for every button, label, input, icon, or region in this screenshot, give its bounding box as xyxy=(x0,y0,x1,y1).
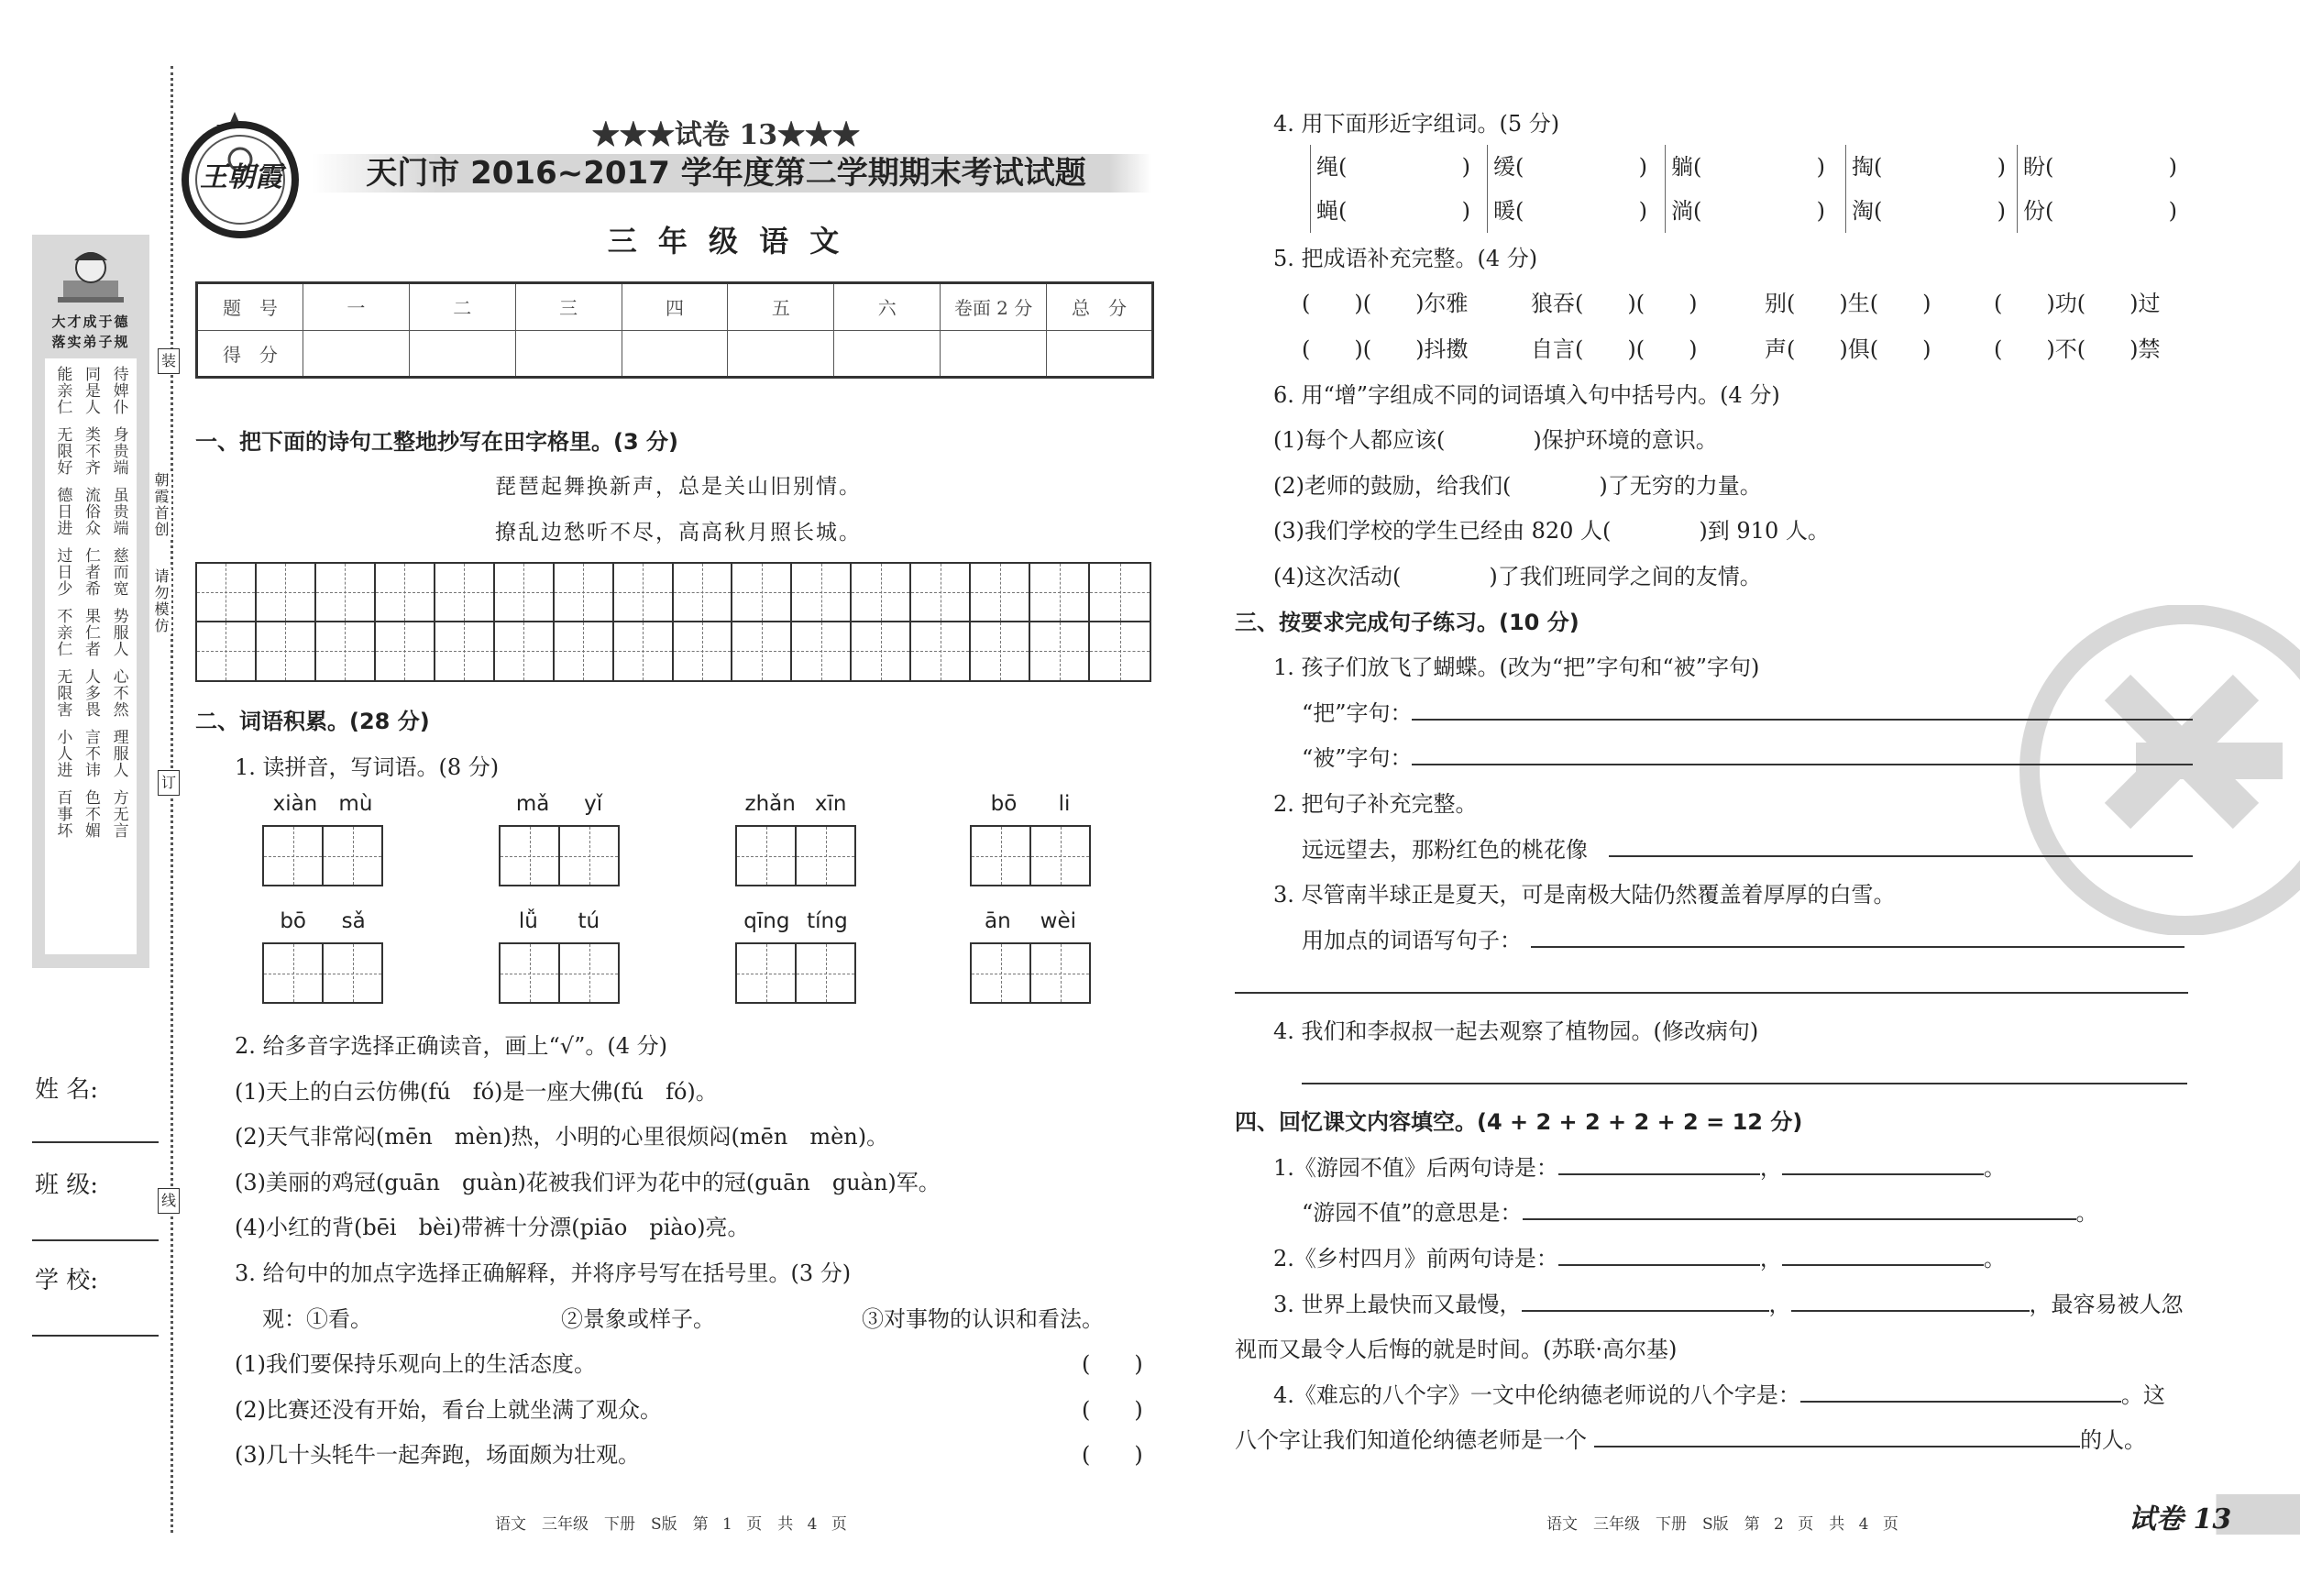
q3-item: (1)我们要保持乐观向上的生活态度。 xyxy=(235,1351,596,1377)
s4-item-text: 的人。 xyxy=(2080,1427,2146,1453)
verse: 果仁者 xyxy=(81,608,100,657)
pinyin-item xyxy=(970,909,1091,1004)
grid-cell[interactable] xyxy=(1030,564,1090,622)
score-cell[interactable] xyxy=(622,330,728,378)
pinyin-syllable: bō xyxy=(280,909,306,933)
char-pair[interactable] xyxy=(1310,145,1470,233)
verse: 不亲仁 xyxy=(53,608,72,657)
s3-q4: 4. 我们和李叔叔一起去观察了植物园。(修改病句) xyxy=(1273,1018,1759,1044)
school-label: 学 校: xyxy=(35,1267,99,1294)
score-header-cell: 一 xyxy=(303,283,409,331)
s3-q2: 2. 把句子补充完整。 xyxy=(1273,791,1478,817)
char: 缓( xyxy=(1493,154,1524,180)
s4-item-4-cont xyxy=(1235,1422,2146,1454)
pinyin-syllable: tíng xyxy=(807,909,848,933)
grid-cell[interactable] xyxy=(197,622,257,681)
binding-mark-zhuang: 装 xyxy=(158,348,180,374)
s4-item-3 xyxy=(1273,1286,2184,1318)
subject-title: 三 年 级 语 文 xyxy=(607,224,845,259)
pinyin-syllable: wèi xyxy=(1040,909,1076,933)
dizigui-verses xyxy=(45,358,137,954)
answer-blank[interactable] xyxy=(1523,1200,2076,1220)
verse: 流俗众 xyxy=(81,487,100,536)
s4-item-1b xyxy=(1302,1194,2098,1227)
s4-item-2 xyxy=(1273,1240,2006,1272)
q2-prompt: 2. 给多音字选择正确读音，画上“√”。(4 分) xyxy=(235,1033,667,1059)
score-table-header-row xyxy=(197,283,1153,331)
q2-item[interactable]: (4)小红的背(bēi bèi)带裤十分漂(piāo piào)亮。 xyxy=(235,1215,750,1240)
char: 绳( xyxy=(1316,154,1348,180)
punct: 。这 xyxy=(2120,1382,2165,1408)
verse: 方无言 xyxy=(109,789,128,839)
grid-cell[interactable] xyxy=(1090,622,1150,681)
binding-mark-xian: 线 xyxy=(158,1188,180,1214)
s3-q1: 1. 孩子们放飞了蝴蝶。(改为“把”字句和“被”字句) xyxy=(1273,655,1760,680)
grid-cell[interactable] xyxy=(257,622,316,681)
pinyin-item xyxy=(499,792,620,886)
grid-cell[interactable] xyxy=(792,622,852,681)
s4-item-text: 1.《游园不值》后两句诗是： xyxy=(1273,1155,1558,1181)
grid-cell[interactable] xyxy=(792,564,852,622)
score-table xyxy=(195,281,1154,379)
grid-cell[interactable] xyxy=(732,564,792,622)
tianzige-writing-grid[interactable] xyxy=(195,562,1151,682)
logo-text: 王朝霞 xyxy=(200,161,282,193)
pinyin-syllable: ān xyxy=(984,909,1011,933)
q1-prompt: 1. 读拼音，写词语。(8 分) xyxy=(235,754,500,780)
pinyin-syllable: lǚ xyxy=(518,909,538,933)
answer-blank[interactable] xyxy=(1800,1382,2121,1403)
pinyin-syllable: li xyxy=(1058,792,1071,816)
grid-cell[interactable] xyxy=(495,622,555,681)
punct: ， xyxy=(1759,1155,1782,1181)
answer-blank[interactable] xyxy=(1522,1292,1769,1312)
verse: 待婢仆 xyxy=(109,366,128,415)
section-2-heading: 二、词语积累。(28 分) xyxy=(195,709,430,734)
grid-cell[interactable] xyxy=(614,564,674,622)
sentence-field[interactable] xyxy=(1531,946,2184,948)
paren-close: ) xyxy=(1997,154,2006,180)
verse: 慈而宽 xyxy=(109,547,128,597)
char: 掏( xyxy=(1852,154,1883,180)
answer-blank[interactable] xyxy=(1782,1246,1984,1266)
grid-cell[interactable] xyxy=(555,564,614,622)
char-pair[interactable] xyxy=(1487,145,1647,233)
binding-line xyxy=(171,66,173,1533)
idiom[interactable]: ( )功( )过 xyxy=(1994,291,2161,316)
verse: 德日进 xyxy=(53,487,72,536)
q3-prompt: 3. 给句中的加点字选择正确解释，并将序号写在括号里。(3 分) xyxy=(235,1260,852,1286)
verse: 无限害 xyxy=(53,668,72,718)
char: 暖( xyxy=(1493,198,1524,224)
sentence-field-2[interactable] xyxy=(1235,992,2188,994)
pinyin-syllable: sǎ xyxy=(341,909,366,933)
pinyin-syllable: mǎ xyxy=(515,792,550,816)
sidebar-slogan-1: 大才成于德 xyxy=(51,314,130,330)
pinyin-syllable: zhǎn xyxy=(744,792,796,816)
grid-cell[interactable] xyxy=(197,564,257,622)
grid-cell[interactable] xyxy=(614,622,674,681)
grid-cell[interactable] xyxy=(435,622,495,681)
paren-close: ) xyxy=(2168,198,2177,224)
complete-sentence-field[interactable] xyxy=(1609,855,2193,857)
paren-close: ) xyxy=(1461,154,1470,180)
verse: 势服人 xyxy=(109,608,128,657)
s3-q2-text: 远远望去，那粉红色的桃花像 xyxy=(1302,837,1588,863)
punct: 。 xyxy=(2075,1200,2098,1226)
bei-sentence-field[interactable] xyxy=(1412,764,2193,765)
grid-cell[interactable] xyxy=(376,564,435,622)
verse: 无限好 xyxy=(53,426,72,476)
name-label: 姓 名: xyxy=(35,1076,99,1104)
char: 淘( xyxy=(1852,198,1883,224)
pinyin-item xyxy=(970,792,1091,886)
q3-option-1: 观：①看。 xyxy=(262,1306,372,1332)
verse: 言不讳 xyxy=(81,729,100,778)
pinyin-syllable: mù xyxy=(338,792,373,816)
grid-cell[interactable] xyxy=(316,564,376,622)
score-header-cell: 总 分 xyxy=(1047,283,1153,331)
grid-cell[interactable] xyxy=(257,564,316,622)
pinyin-item xyxy=(499,909,620,1004)
idiom[interactable]: 别( )生( ) xyxy=(1765,291,1931,316)
answer-boxes[interactable] xyxy=(499,942,620,1004)
grid-cell[interactable] xyxy=(376,622,435,681)
q3-answer-paren[interactable]: ( ) xyxy=(1082,1397,1143,1423)
pinyin-syllable: bō xyxy=(990,792,1018,816)
q6-item[interactable]: (3)我们学校的学生已经由 820 人( )到 910 人。 xyxy=(1273,518,1830,544)
q3-answer-paren[interactable]: ( ) xyxy=(1082,1351,1143,1377)
q2-item[interactable]: (1)天上的白云仿佛(fú fó)是一座大佛(fú fó)。 xyxy=(235,1079,718,1105)
answer-blank[interactable] xyxy=(1791,1292,2030,1312)
grid-cell[interactable] xyxy=(971,622,1030,681)
answer-blank[interactable] xyxy=(1594,1427,2080,1447)
punct: ， xyxy=(1768,1292,1791,1317)
paren-close: ) xyxy=(1461,198,1470,224)
char-pair[interactable] xyxy=(1845,145,2006,233)
answer-boxes[interactable] xyxy=(735,942,856,1004)
score-header-cell: 二 xyxy=(409,283,515,331)
score-cell[interactable] xyxy=(834,330,941,378)
sidebar-slogan-2: 落实弟子规 xyxy=(51,334,130,350)
s4-item-text: 八个字让我们知道伦纳德老师是一个 xyxy=(1235,1427,1587,1453)
score-header-cell: 六 xyxy=(834,283,941,331)
q3-item: (2)比赛还没有开始，看台上就坐满了观众。 xyxy=(235,1397,662,1423)
ba-sentence-field[interactable] xyxy=(1412,719,2193,721)
q2-item[interactable]: (3)美丽的鸡冠(guān guàn)花被我们评为花中的冠(guān guàn)军。 xyxy=(235,1170,941,1195)
s4-item-text: “游园不值”的意思是： xyxy=(1302,1200,1523,1226)
q2-item[interactable]: (2)天气非常闷(mēn mèn)热，小明的心里很烦闷(mēn mèn)。 xyxy=(235,1124,889,1150)
pinyin-syllable: xīn xyxy=(814,792,847,816)
verse: 类不齐 xyxy=(81,426,100,476)
s4-item-text: 2.《乡村四月》前两句诗是： xyxy=(1273,1246,1558,1271)
copyright-notice-1: 朝霞首创 xyxy=(152,472,170,538)
s3-q3: 3. 尽管南半球正是夏天，可是南极大陆仍然覆盖着厚厚的白雪。 xyxy=(1273,882,1896,908)
verse: 色不媚 xyxy=(81,789,100,839)
answer-blank[interactable] xyxy=(1782,1155,1984,1175)
answer-blank[interactable] xyxy=(1558,1155,1760,1175)
confidential-watermark xyxy=(2017,605,2300,935)
score-cell[interactable] xyxy=(728,330,834,378)
grid-cell[interactable] xyxy=(1030,622,1090,681)
verse: 仁者希 xyxy=(81,547,100,597)
page-2-footer: 语文 三年级 下册 S版 第 2 页 共 4 页 xyxy=(1546,1515,1898,1534)
char: 蝇( xyxy=(1316,198,1348,224)
score-row-label: 得 分 xyxy=(197,330,303,378)
q5-prompt: 5. 把成语补充完整。(4 分) xyxy=(1273,246,1538,271)
paren-close: ) xyxy=(1816,154,1825,180)
score-header-cell: 四 xyxy=(622,283,728,331)
correction-field[interactable] xyxy=(1302,1083,2187,1084)
grid-cell[interactable] xyxy=(971,564,1030,622)
answer-boxes[interactable] xyxy=(735,825,856,886)
s4-item-text: 4.《难忘的八个字》一文中伦纳德老师说的八个字是： xyxy=(1273,1382,1800,1408)
copyright-notice-2: 请勿模仿 xyxy=(152,568,170,634)
punct: ， xyxy=(1759,1246,1782,1271)
pinyin-syllable: tú xyxy=(578,909,600,933)
answer-boxes[interactable] xyxy=(262,942,383,1004)
student-illustration-icon xyxy=(32,240,149,312)
grid-cell[interactable] xyxy=(674,564,733,622)
poem-line-1: 琵琶起舞换新声，总是关山旧别情。 xyxy=(495,475,862,499)
pinyin-item xyxy=(735,792,856,886)
verse: 心不然 xyxy=(109,668,128,718)
answer-blank[interactable] xyxy=(1558,1246,1760,1266)
grid-cell[interactable] xyxy=(852,564,911,622)
idiom[interactable]: ( )( )尔雅 xyxy=(1302,291,1469,316)
s3-q3-prompt: 用加点的词语写句子： xyxy=(1302,928,1522,953)
name-field[interactable] xyxy=(32,1141,159,1143)
q6-item[interactable]: (1)每个人都应该( )保护环境的意识。 xyxy=(1273,427,1718,453)
q4-prompt: 4. 用下面形近字组词。(5 分) xyxy=(1273,111,1560,137)
grid-cell[interactable] xyxy=(555,622,614,681)
q6-prompt: 6. 用“增”字组成不同的词语填入句中括号内。(4 分) xyxy=(1273,382,1780,408)
idiom[interactable]: ( )( )抖擞 xyxy=(1302,336,1469,362)
idiom[interactable]: 狼吞( )( ) xyxy=(1531,291,1698,316)
ba-sentence-label: “把”字句： xyxy=(1302,700,1413,726)
binding-mark-ding: 订 xyxy=(158,770,180,796)
paren-close: ) xyxy=(2168,154,2177,180)
verse: 同是人 xyxy=(81,366,100,415)
verse: 虽贵端 xyxy=(109,487,128,536)
paren-close: ) xyxy=(1997,198,2006,224)
section-1-heading: 一、把下面的诗句工整地抄写在田字格里。(3 分) xyxy=(195,429,678,455)
pinyin-item xyxy=(735,909,856,1004)
school-field[interactable] xyxy=(32,1335,159,1337)
grid-cell[interactable] xyxy=(495,564,555,622)
pinyin-syllable: xiàn xyxy=(272,792,318,816)
q3-item: (3)几十头牦牛一起奔跑，场面颇为壮观。 xyxy=(235,1442,640,1468)
grid-cell[interactable] xyxy=(911,564,971,622)
grid-cell[interactable] xyxy=(316,622,376,681)
class-field[interactable] xyxy=(32,1239,159,1241)
score-header-cell: 卷面 2 分 xyxy=(941,283,1047,331)
grid-cell[interactable] xyxy=(911,622,971,681)
s4-item-text: 3. 世界上最快而又最慢， xyxy=(1273,1292,1522,1317)
verse: 人多畏 xyxy=(81,668,100,718)
char-pair[interactable] xyxy=(1665,145,1825,233)
char: 盼( xyxy=(2023,154,2054,180)
score-header-cell: 三 xyxy=(515,283,622,331)
verse: 过日少 xyxy=(53,547,72,597)
paren-close: ) xyxy=(1638,154,1647,180)
s4-item-3-cont: 视而又最令人后悔的就是时间。(苏联·高尔基) xyxy=(1235,1337,1678,1362)
s4-item-4 xyxy=(1273,1377,2165,1409)
char: 躺( xyxy=(1671,154,1702,180)
answer-boxes[interactable] xyxy=(262,825,383,886)
pinyin-syllable: qīng xyxy=(743,909,790,933)
punct: 。 xyxy=(1983,1246,2006,1271)
score-cell[interactable] xyxy=(941,330,1047,378)
score-table-score-row xyxy=(197,330,1153,378)
poem-line-2: 撩乱边愁听不尽，高高秋月照长城。 xyxy=(495,521,862,545)
paren-close: ) xyxy=(1638,198,1647,224)
verse: 理服人 xyxy=(109,729,128,778)
idiom[interactable]: 自言( )( ) xyxy=(1531,336,1698,362)
grid-cell[interactable] xyxy=(852,622,911,681)
paren-close: ) xyxy=(1816,198,1825,224)
section-3-heading: 三、按要求完成句子练习。(10 分) xyxy=(1235,610,1579,635)
grid-cell[interactable] xyxy=(732,622,792,681)
score-cell[interactable] xyxy=(303,330,409,378)
score-header-cell: 五 xyxy=(728,283,834,331)
q3-option-2: ②景象或样子。 xyxy=(561,1306,715,1332)
exam-title: 天门市 2016~2017 学年度第二学期期末考试试题 xyxy=(366,155,1086,192)
score-header-cell: 题 号 xyxy=(197,283,303,331)
q6-item[interactable]: (2)老师的鼓励，给我们( )了无穷的力量。 xyxy=(1273,473,1762,499)
char: 份( xyxy=(2023,198,2054,224)
q3-option-3: ③对事物的认识和看法。 xyxy=(862,1306,1104,1332)
score-cell[interactable] xyxy=(1047,330,1153,378)
q6-item[interactable]: (4)这次活动( )了我们班同学之间的友情。 xyxy=(1273,564,1762,589)
s4-item-text: ，最容易被人忽 xyxy=(2029,1292,2184,1317)
page-1-footer: 语文 三年级 下册 S版 第 1 页 共 4 页 xyxy=(495,1515,847,1534)
grid-cell[interactable] xyxy=(1090,564,1150,622)
answer-boxes[interactable] xyxy=(499,825,620,886)
q3-answer-paren[interactable]: ( ) xyxy=(1082,1442,1143,1468)
section-4-heading: 四、回忆课文内容填空。(4 + 2 + 2 + 2 + 2 = 12 分) xyxy=(1235,1109,1803,1135)
answer-boxes[interactable] xyxy=(970,825,1091,886)
idiom[interactable]: 声( )俱( ) xyxy=(1765,336,1931,362)
answer-boxes[interactable] xyxy=(970,942,1091,1004)
verse: 身贵端 xyxy=(109,426,128,476)
pinyin-item xyxy=(262,909,383,1004)
sidebar-panel xyxy=(32,235,149,968)
idiom[interactable]: ( )不( )禁 xyxy=(1994,336,2161,362)
class-label: 班 级: xyxy=(35,1172,99,1199)
verse: 能亲仁 xyxy=(53,366,72,415)
score-cell[interactable] xyxy=(409,330,515,378)
corner-paper-tag: 试卷 13 xyxy=(2129,1503,2232,1535)
bei-sentence-label: “被”字句： xyxy=(1302,745,1413,771)
punct: 。 xyxy=(1983,1155,2006,1181)
grid-cell[interactable] xyxy=(674,622,733,681)
pinyin-syllable: yǐ xyxy=(584,792,603,816)
pinyin-item xyxy=(262,792,383,886)
char-pair[interactable] xyxy=(2017,145,2177,233)
score-cell[interactable] xyxy=(515,330,622,378)
grid-cell[interactable] xyxy=(435,564,495,622)
char: 淌( xyxy=(1671,198,1702,224)
paper-number: ★★★试卷 13★★★ xyxy=(591,119,861,151)
verse: 百事坏 xyxy=(53,789,72,839)
s4-item-1 xyxy=(1273,1150,2006,1182)
verse: 小人进 xyxy=(53,729,72,778)
